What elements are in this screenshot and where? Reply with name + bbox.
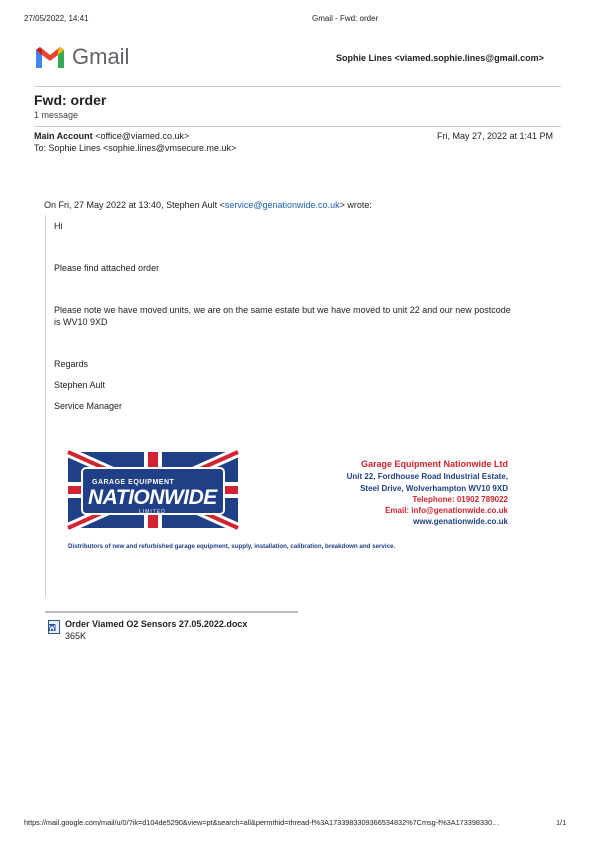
sender bbox=[34, 131, 189, 141]
page-number: 1/1 bbox=[556, 818, 567, 827]
logo-line-1: GARAGE EQUIPMENT bbox=[92, 479, 175, 486]
quote-bar bbox=[45, 215, 46, 597]
gmail-logo-icon bbox=[34, 44, 66, 70]
logo-line-3: LIMITED bbox=[139, 509, 166, 515]
quote-intro bbox=[44, 200, 372, 210]
attachment-name[interactable]: Order Viamed O2 Sensors 27.05.2022.docx bbox=[65, 619, 248, 629]
signature-banner bbox=[64, 446, 514, 558]
recipient: To: Sophie Lines <sophie.lines@vmsecure.me.uk> bbox=[34, 143, 237, 153]
body-paragraph-2-line-2: is WV10 9XD bbox=[54, 317, 108, 327]
sender-email: <office@viamed.co.uk> bbox=[95, 131, 190, 141]
message-count: 1 message bbox=[34, 110, 79, 120]
gmail-wordmark: Gmail bbox=[72, 44, 130, 69]
body-paragraph-2-line-1: Please note we have moved units, we are on the same estate but we have moved to unit 22 and our new postcode bbox=[54, 305, 511, 315]
print-title: Gmail - Fwd: order bbox=[312, 14, 379, 23]
subject-divider bbox=[34, 126, 561, 127]
print-url: https://mail.google.com/mail/u/0/?ik=d104de5290&view=pt&search=all&permthid=thread-f%3A1733983309366534832%7Cmsg-f%3A173398330… bbox=[24, 818, 500, 827]
message-date: Fri, May 27, 2022 at 1:41 PM bbox=[437, 131, 554, 141]
signer-role: Service Manager bbox=[54, 401, 123, 411]
company-address-2: Steel Drive, Wolverhampton WV10 9XD bbox=[360, 484, 508, 493]
company-address-1: Unit 22, Fordhouse Road Industrial Estate, bbox=[346, 472, 508, 481]
quote-intro-suffix: > wrote: bbox=[339, 200, 372, 210]
company-email: Email: info@genationwide.co.uk bbox=[385, 506, 508, 515]
greeting: Hi bbox=[54, 221, 63, 231]
regards: Regards bbox=[54, 359, 89, 369]
signer-name: Stephen Ault bbox=[54, 380, 106, 390]
sender-name: Main Account bbox=[34, 131, 93, 141]
logo-line-2: NATIONWIDE bbox=[88, 486, 217, 509]
thread-subject: Fwd: order bbox=[34, 92, 107, 108]
attachment-size: 365K bbox=[65, 631, 87, 641]
quote-intro-prefix: On Fri, 27 May 2022 at 13:40, Stephen Ault < bbox=[44, 200, 225, 210]
header-divider bbox=[34, 86, 561, 87]
company-phone: Telephone: 01902 789022 bbox=[412, 495, 508, 504]
company-name: Garage Equipment Nationwide Ltd bbox=[360, 459, 508, 469]
print-datetime: 27/05/2022, 14:41 bbox=[24, 14, 89, 23]
account-label: Sophie Lines <viamed.sophie.lines@gmail.com> bbox=[336, 53, 544, 63]
word-document-icon bbox=[48, 620, 60, 634]
company-website: www.genationwide.co.uk bbox=[413, 517, 508, 526]
company-tagline: Distributors of new and refurbished garage equipment, supply, installation, calibration, breakdown and service. bbox=[68, 543, 396, 550]
attachment-divider bbox=[45, 611, 298, 613]
sender-link[interactable]: service@genationwide.co.uk bbox=[224, 200, 340, 210]
body-paragraph-1: Please find attached order bbox=[54, 263, 160, 273]
